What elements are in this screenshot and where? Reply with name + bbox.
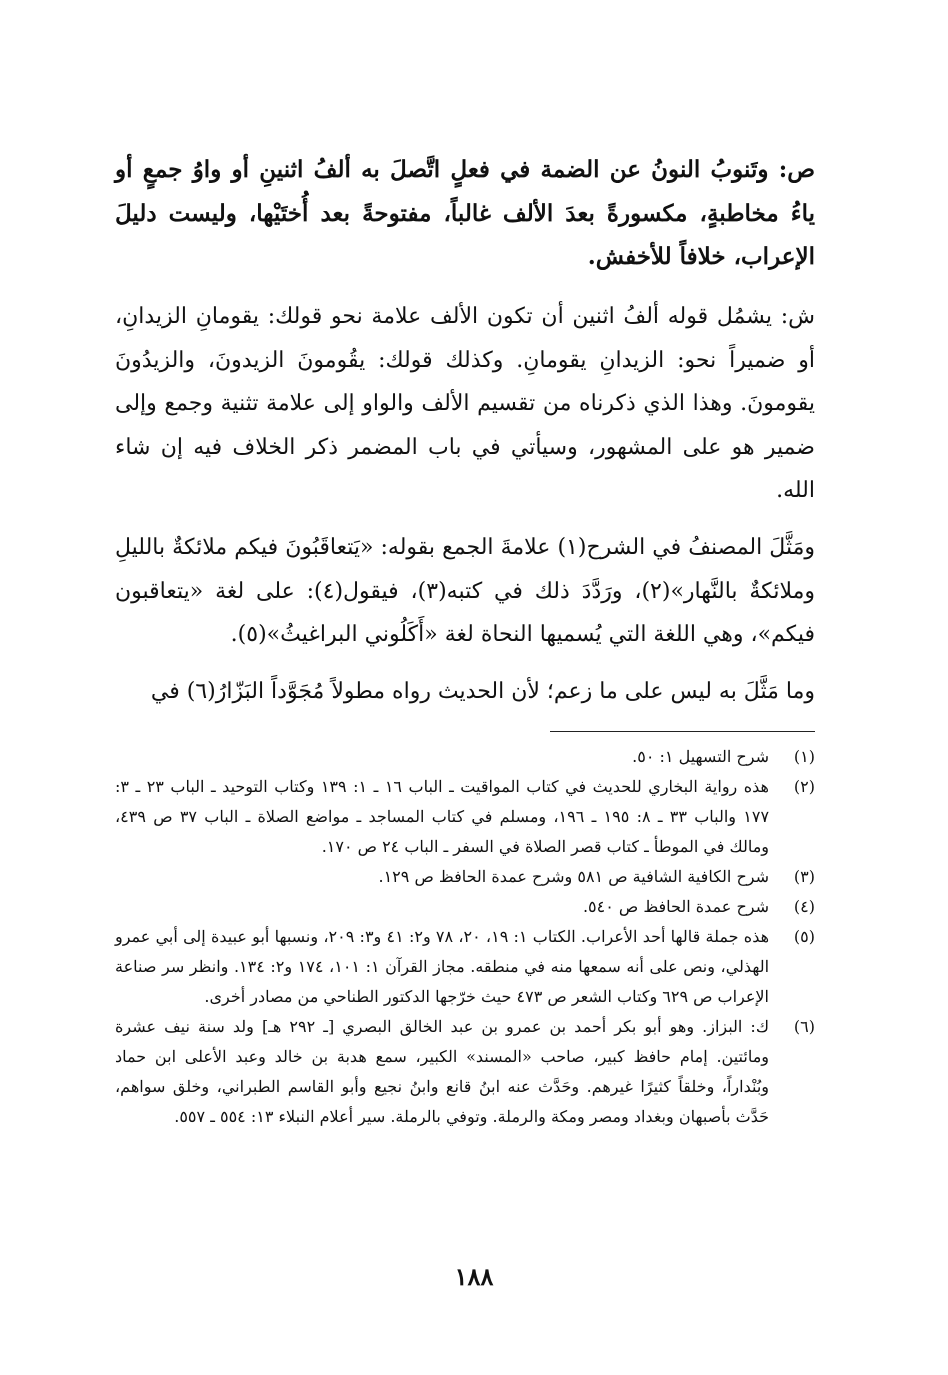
footnote-item (115, 922, 815, 1012)
footnote-item (115, 862, 815, 892)
footnote-number: (٢) (793, 777, 815, 796)
footnote-text: شرح عمدة الحافظ ص ٥٤٠. (582, 897, 769, 916)
sharh-paragraph-2 (115, 526, 815, 657)
matn-paragraph (115, 148, 815, 279)
footnote-number: (٦) (793, 1017, 815, 1036)
sharh-paragraph-1 (115, 295, 815, 513)
footnote-text: هذه رواية البخاري للحديث في كتاب المواقيت ـ الباب ١٦ ـ ١: ١٣٩ وكتاب التوحيد ـ الباب ٢٣ ـ ٣: ١٧٧ والباب ٣٣ ـ ٨: ١٩٥ ـ ١٩٦، ومسلم في كتاب المساجد ـ مواضع الصلاة ـ الباب ٣٧ ص ٤٣٩، ومالك في الموطأ ـ كتاب قصر الصلاة في السفر ـ الباب ٢٤ ص ١٧٠. (115, 777, 770, 856)
footnote-divider (550, 731, 815, 732)
footnote-item (115, 892, 815, 922)
sharh-paragraph-3 (115, 670, 815, 714)
footnote-text: هذه جملة قالها أحد الأعراب. الكتاب ١: ١٩، ٢٠، ٧٨ و٢: ٤١ و٣: ٢٠٩، ونسبها أبو عبيدة إلى أبي عمرو الهذلي، ونص على أنه سمعها منه في منطقه. مجاز القرآن ١: ١٠١، ١٧٤ و٢: ١٣٤. وانظر سر صناعة الإعراب ص ٦٢٩ وكتاب الشعر ص ٤٧٣ حيث خرّجها الدكتور الطناحي من مصادر أخرى. (115, 927, 770, 1006)
footnote-item (115, 772, 815, 862)
footnote-text: شرح الكافية الشافية ص ٥٨١ وشرح عمدة الحافظ ص ١٢٩. (378, 867, 769, 886)
footnote-item (115, 1012, 815, 1132)
footnote-number: (٥) (793, 927, 815, 946)
footnote-number: (٣) (793, 867, 815, 886)
sharh-text-2: ومَثَّلَ المصنفُ في الشرح(١) علامةَ الجمع بقوله: «يَتعاقَبُونَ فيكم ملائكةٌ بالليلِ وملائكةٌ بالنَّهار»(٢)، ورَدَّدَ ذلك في كتبه(٣)، فيقول(٤): على لغة «يتعاقبون فيكم»، وهي اللغة التي يُسميها النحاة لغة «أَكَلُوني البراغيثُ»(٥). (115, 535, 815, 647)
footnote-number: (٤) (793, 897, 815, 916)
sharh-text-1: ش: يشمُل قوله ألفُ اثنين أن تكون الألف علامة نحو قولك: يقومانِ الزيدانِ، أو ضميراً نحو: الزيدانِ يقومانِ. وكذلك قولك: يقُومونَ الزيدونَ، والزيدُونَ يقومونَ. وهذا الذي ذكرناه من تقسيم الألف والواو إلى علامة تثنية وجمع وإلى ضمير هو على المشهور، وسيأتي في باب المضمر ذكر الخلاف فيه إن شاء الله. (115, 304, 815, 503)
page-number: ١٨٨ (454, 1262, 494, 1291)
footnote-text: ك: البزاز. وهو أبو بكر أحمد بن عمرو بن عبد الخالق البصري [ـ ٢٩٢ هـ] ولد سنة نيف عشرة ومائتين. إمام حافظ كبير، صاحب «المسند» الكبير، سمع هدبة بن خالد وعبد الأعلى ابن حماد وبُنْداراً، وخلقاً كثيرًا غيرهم. وحَدَّث عنه ابنُ قانع وابنُ نجيع وأبو القاسم الطبراني، وخلق سواهم، حَدَّث بأصبهان وبغداد ومصر ومكة والرملة. وتوفي بالرملة. سير أعلام النبلاء ١٣: ٥٥٤ ـ ٥٥٧. (115, 1017, 770, 1126)
matn-text: ص: وتَنوبُ النونُ عن الضمة في فعلٍ اتَّصلَ به ألفُ اثنينِ أو واوُ جمعٍ أو ياءُ مخاطبةٍ، مكسورةً بعدَ الألف غالباً، مفتوحةً بعد أُختَيْها، وليست دليلَ الإعراب، خلافاً للأخفش. (115, 156, 815, 270)
sharh-text-3: وما مَثَّلَ به ليس على ما زعم؛ لأن الحديث رواه مطولاً مُجَوَّداً البَزّارُ(٦) في (150, 679, 815, 704)
footnote-number: (١) (793, 747, 815, 766)
footnotes-section (115, 742, 815, 1132)
footnote-item (115, 742, 815, 772)
footnote-text: شرح التسهيل ١: ٥٠. (632, 747, 769, 766)
